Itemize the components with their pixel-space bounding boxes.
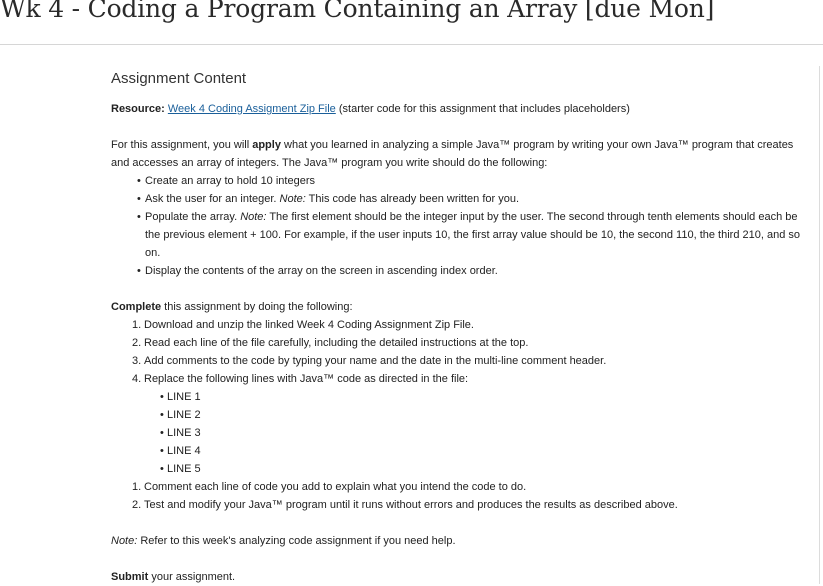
list-item bbox=[132, 316, 811, 334]
step-text: Read each line of the file carefully, including the detailed instructions at the top. bbox=[144, 337, 529, 349]
step-text: Add comments to the code by typing your name and the date in the multi-line comment header. bbox=[144, 355, 607, 367]
title-divider bbox=[0, 44, 823, 45]
step-number: 2. bbox=[132, 337, 142, 349]
step-number: 3. bbox=[132, 355, 142, 367]
resource-label: Resource: bbox=[111, 103, 165, 115]
list-item: • LINE 1 bbox=[167, 388, 811, 406]
requirement-lead: Populate the array. bbox=[145, 211, 241, 223]
submit-text: your assignment. bbox=[148, 571, 236, 583]
steps-list bbox=[111, 316, 811, 388]
intro-paragraph bbox=[111, 136, 811, 172]
submit-paragraph bbox=[111, 568, 811, 586]
note-paragraph bbox=[111, 532, 811, 550]
requirement-lead: Ask the user for an integer. bbox=[145, 193, 280, 205]
list-item: • LINE 3 bbox=[167, 424, 811, 442]
lines-list bbox=[111, 388, 811, 478]
list-item bbox=[145, 172, 811, 190]
list-item bbox=[132, 334, 811, 352]
requirement-text: This code has already been written for you. bbox=[305, 193, 520, 205]
list-item: • LINE 2 bbox=[167, 406, 811, 424]
complete-text: this assignment by doing the following: bbox=[161, 301, 353, 313]
resource-zip-link[interactable]: Week 4 Coding Assigment Zip File bbox=[167, 103, 336, 115]
step-number: 2. bbox=[132, 499, 142, 511]
list-item bbox=[132, 352, 811, 370]
note-label: Note: bbox=[240, 211, 267, 223]
step-text: Comment each line of code you add to explain what you intend the code to do. bbox=[144, 481, 527, 493]
note-label: Note: bbox=[111, 535, 138, 547]
list-item: • LINE 5 bbox=[167, 460, 811, 478]
complete-bold: Complete bbox=[111, 301, 162, 313]
requirement-text: Create an array to hold 10 integers bbox=[145, 175, 315, 187]
section-title: Assignment Content bbox=[111, 70, 247, 87]
page-title: Wk 4 - Coding a Program Containing an Array [due Mon] bbox=[0, 0, 715, 23]
intro-text-rest: what you learned in analyzing a simple Java™ program by writing your own Java™ program that creates and accesses an array of integers. The Java™ program you write should do the following: bbox=[111, 139, 794, 169]
resource-line bbox=[111, 100, 811, 118]
list-item bbox=[132, 478, 811, 496]
submit-bold: Submit bbox=[111, 571, 149, 583]
step-number: 4. bbox=[132, 373, 142, 385]
step-text: Test and modify your Java™ program until it runs without errors and produces the results as described above. bbox=[144, 499, 678, 511]
list-item bbox=[145, 208, 811, 262]
intro-bold: apply bbox=[252, 139, 281, 151]
list-item bbox=[132, 496, 811, 514]
list-item: • LINE 4 bbox=[167, 442, 811, 460]
list-item bbox=[145, 190, 811, 208]
list-item bbox=[145, 262, 811, 280]
intro-text: For this assignment, you will bbox=[111, 139, 253, 151]
complete-paragraph bbox=[111, 298, 811, 316]
assignment-content bbox=[111, 70, 811, 586]
step-text: Replace the following lines with Java™ code as directed in the file: bbox=[144, 373, 469, 385]
step-text: Download and unzip the linked Week 4 Coding Assignment Zip File. bbox=[144, 319, 474, 331]
requirement-text: Display the contents of the array on the screen in ascending index order. bbox=[145, 265, 498, 277]
requirement-text: The first element should be the integer input by the user. The second through tenth elements should each be the previous element + 100. For example, if the user inputs 10, the first array value should be 10, the second 110, the third 210, and so on. bbox=[145, 211, 800, 259]
note-label: Note: bbox=[279, 193, 306, 205]
note-text: Refer to this week's analyzing code assignment if you need help. bbox=[137, 535, 456, 547]
step-number: 1. bbox=[132, 481, 142, 493]
resource-note: (starter code for this assignment that includes placeholders) bbox=[335, 103, 630, 115]
list-item bbox=[132, 370, 811, 388]
steps-list-2 bbox=[111, 478, 811, 514]
step-number: 1. bbox=[132, 319, 142, 331]
requirements-list bbox=[111, 172, 811, 280]
content-border bbox=[819, 66, 820, 584]
